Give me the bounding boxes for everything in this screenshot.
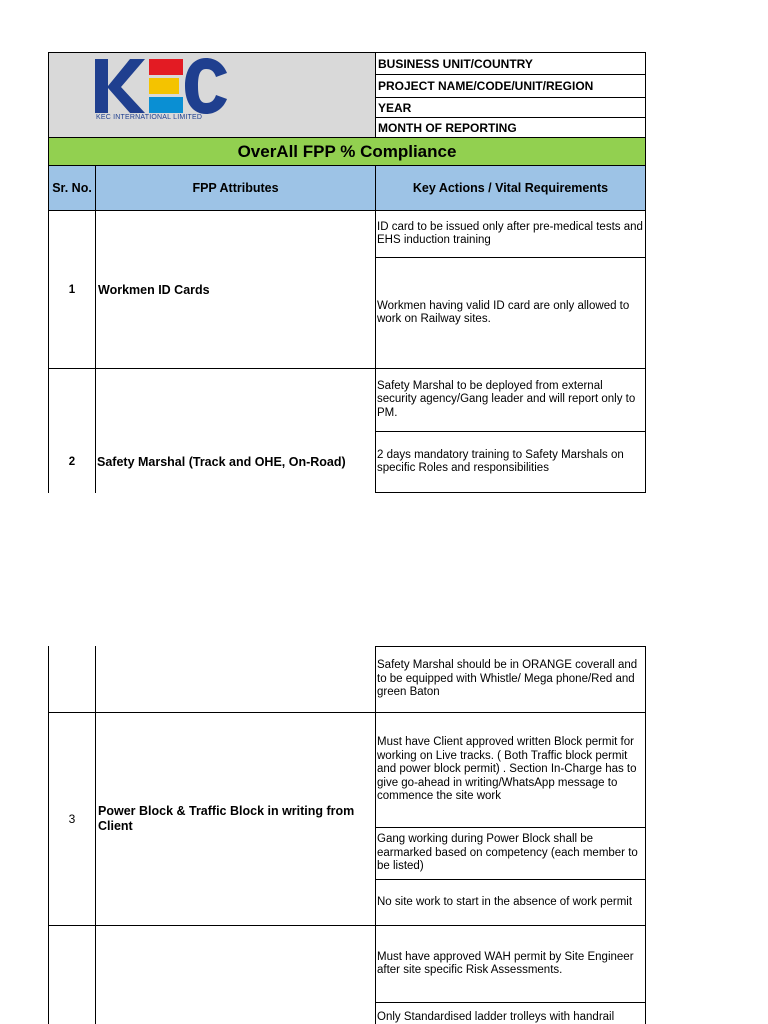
row2-cont-sr-no-cell	[48, 646, 96, 713]
meta-project: PROJECT NAME/CODE/UNIT/REGION	[375, 74, 646, 98]
row3-sr-no: 3	[48, 712, 96, 926]
logo-tagline: KEC INTERNATIONAL LIMITED	[96, 114, 203, 121]
header-sr-no: Sr. No.	[48, 165, 96, 211]
meta-year: YEAR	[375, 97, 646, 118]
row3-attribute: Power Block & Traffic Block in writing from Client	[95, 712, 376, 926]
row2-sr-no: 2	[68, 456, 76, 468]
row4-sr-no-cell	[48, 925, 96, 1024]
row3-action-1: Must have Client approved written Block permit for working on Live tracks. ( Both Traffic block permit and power block permit) . Section In-Charge has to give go-ahead in writing/WhatsApp message to commence the site work	[375, 712, 646, 828]
logo-letter-k	[95, 59, 145, 113]
row1-action-2: Workmen having valid ID card are only allowed to work on Railway sites.	[375, 257, 646, 369]
row2-action-2: 2 days mandatory training to Safety Marshals on specific Roles and responsibilities	[375, 431, 646, 493]
logo-letter-e	[149, 59, 183, 113]
row3-action-2: Gang working during Power Block shall be earmarked based on competency (each member to be listed)	[375, 827, 646, 880]
header-fpp-attributes: FPP Attributes	[95, 165, 376, 211]
logo-letter-c	[185, 58, 227, 114]
row1-action-1: ID card to be issued only after pre-medical tests and EHS induction training	[375, 210, 646, 258]
row2-attribute-cell	[95, 368, 376, 493]
row1-sr-no: 1	[48, 210, 96, 369]
header-key-actions: Key Actions / Vital Requirements	[375, 165, 646, 211]
row4-attribute-cell	[95, 925, 376, 1024]
page-title: OverAll FPP % Compliance	[48, 137, 646, 166]
row2-sr-no-cell	[48, 368, 96, 493]
meta-business-unit: BUSINESS UNIT/COUNTRY	[375, 52, 646, 75]
meta-month: MONTH OF REPORTING	[375, 117, 646, 138]
row4-action-1: Must have approved WAH permit by Site Engineer after site specific Risk Assessments.	[375, 925, 646, 1003]
row4-action-2: Only Standardised ladder trolleys with handrail	[375, 1002, 646, 1024]
row1-attribute: Workmen ID Cards	[95, 210, 376, 369]
row2-attribute: Safety Marshal (Track and OHE, On-Road)	[97, 455, 346, 469]
row2-action-1: Safety Marshal to be deployed from external security agency/Gang leader and will report only to PM.	[375, 368, 646, 432]
row2-cont-attribute-cell	[95, 646, 376, 713]
logo-cell	[48, 52, 376, 138]
row2-action-3: Safety Marshal should be in ORANGE coverall and to be equipped with Whistle/ Mega phone/Red and green Baton	[375, 646, 646, 713]
row3-action-3: No site work to start in the absence of work permit	[375, 879, 646, 926]
